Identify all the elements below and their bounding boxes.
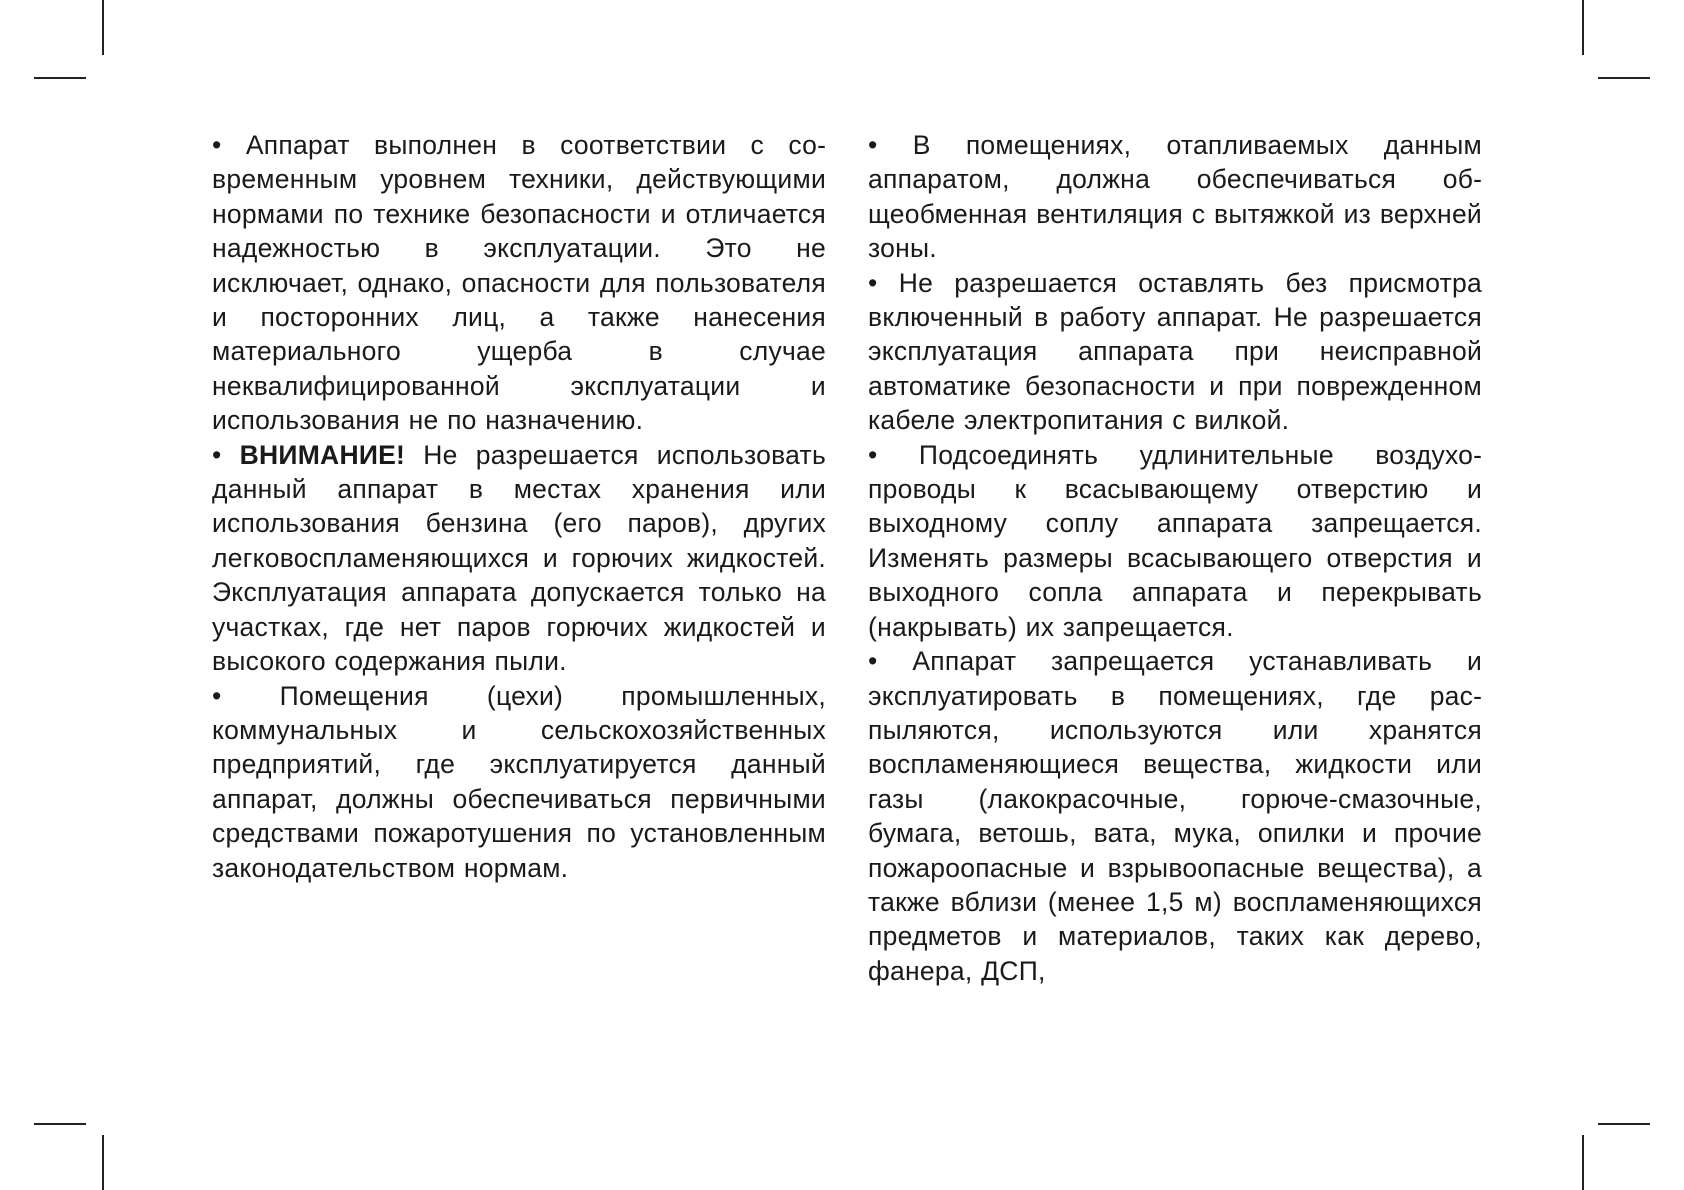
crop-mark-top-left-horizontal [34, 77, 86, 79]
crop-mark-bottom-right-horizontal [1598, 1123, 1650, 1125]
crop-mark-top-right-vertical [1582, 0, 1584, 55]
crop-mark-bottom-left-vertical [102, 1135, 104, 1190]
warning-bullet: • [212, 439, 240, 470]
warning-label: ВНИМАНИЕ! [239, 439, 406, 470]
paragraph-warning-flammable [212, 438, 826, 679]
right-text-column [868, 128, 1482, 988]
paragraph-unattended-operation: • Не разрешается оставлять без присмотра включенный в работу аппарат. Не разрешается эксплуатация аппарата при неисправной автоматике безопасности и при поврежденном кабеле электропитания с вилкой. [868, 267, 1482, 436]
paragraph-equipment-compliance: • Аппарат выполнен в соответствии с современным уровнем техники, действующими нормами по технике безопасности и отличается надежностью в эксплуатации. Это не исключает, однако, опасности для пользователя и посторонних лиц, а также нанесения материального ущерба в случае неквалифицированной эксплуатации и использования не по назначению. [212, 130, 826, 436]
crop-mark-top-left-vertical [102, 0, 104, 55]
crop-mark-bottom-right-vertical [1582, 1135, 1584, 1190]
paragraph-installation-restrictions: • Аппарат запрещается устанавливать и эксплуатировать в помещениях, где распыляются, используются или хранятся воспламеняющиеся вещества, жидкости или газы (лакокрасочные, горюче-смазочные, бумага, ветошь, вата, мука, опилки и прочие пожароопасные и взрывоопасные вещества), а также вблизи (менее 1,5 м) воспламеняющихся предметов и материалов, таких как дерево, фанера, ДСП, [868, 646, 1482, 986]
left-text-column [212, 128, 826, 885]
crop-mark-top-right-horizontal [1598, 77, 1650, 79]
crop-mark-bottom-left-horizontal [34, 1123, 86, 1125]
paragraph-air-ducts: • Подсоединять удлинительные воздухопроводы к всасывающему отверстию и выходному соплу аппарата запрещается. Изменять размеры всасывающего отверстия и выходного сопла аппарата и перекрывать (накрывать) их запрещается. [868, 439, 1482, 642]
paragraph-fire-extinguishing: • Помещения (цехи) промышленных, коммунальных и сельскохозяйственных предприятий, где эксплуатируется данный аппарат, должны обеспечиваться первичными средствами пожаротушения по установленным законодательством нормам. [212, 680, 826, 883]
warning-text: Не разрешается использовать данный аппарат в местах хранения или использования бензина (его паров), других легковоспламеняющихся и горючих жидкостей. Эксплуатация аппарата допускается только на участках, где нет паров горючих жидкостей и высокого содержания пыли. [212, 439, 826, 677]
paragraph-ventilation: • В помещениях, отапливаемых данным аппаратом, должна обеспечиваться общеобменная вентиляция с вытяжкой из верхней зоны. [868, 130, 1482, 264]
